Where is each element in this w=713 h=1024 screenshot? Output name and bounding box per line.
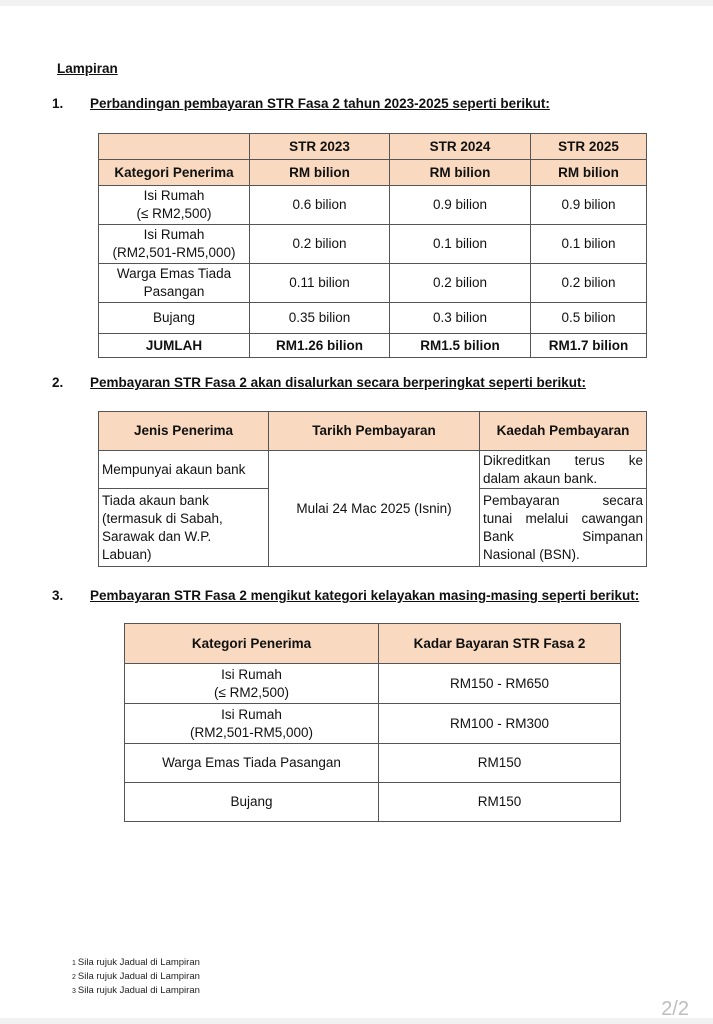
- footnote: 3 Sila rujuk Jadual di Lampiran: [72, 985, 200, 996]
- page-heading: Lampiran: [57, 61, 118, 76]
- category-cell: Bujang: [99, 303, 250, 334]
- category-cell: Warga Emas Tiada Pasangan: [99, 264, 250, 303]
- value-cell: 0.6 bilion: [250, 186, 390, 225]
- value-cell: 0.35 bilion: [250, 303, 390, 334]
- str-comparison-table: [98, 133, 647, 358]
- value-cell: 0.1 bilion: [531, 225, 647, 264]
- value-cell: 0.9 bilion: [390, 186, 531, 225]
- payment-schedule-table: [98, 411, 647, 567]
- table-header-row: [99, 134, 647, 160]
- document-page: [0, 6, 713, 1018]
- rate-header: Kadar Bayaran STR Fasa 2: [379, 624, 621, 664]
- footnote: 1 Sila rujuk Jadual di Lampiran: [72, 957, 200, 968]
- total-value: RM1.7 bilion: [531, 334, 647, 358]
- value-cell: 0.3 bilion: [390, 303, 531, 334]
- value-cell: 0.5 bilion: [531, 303, 647, 334]
- recipient-type-header: Jenis Penerima: [99, 412, 269, 451]
- unit-header: RM bilion: [390, 160, 531, 186]
- payment-method-cell: Dikreditkan terus ke dalam akaun bank.: [480, 451, 647, 489]
- value-cell: 0.2 bilion: [531, 264, 647, 303]
- section-2-title: Pembayaran STR Fasa 2 akan disalurkan secara berperingkat seperti berikut:: [90, 375, 586, 390]
- total-value: RM1.26 bilion: [250, 334, 390, 358]
- table-row: [99, 186, 647, 225]
- category-cell: Isi Rumah (≤ RM2,500): [99, 186, 250, 225]
- table-row: [99, 225, 647, 264]
- category-header: Kategori Penerima: [125, 624, 379, 664]
- payment-method-header: Kaedah Pembayaran: [480, 412, 647, 451]
- table-row: [99, 303, 647, 334]
- year-header: STR 2024: [390, 134, 531, 160]
- value-cell: 0.2 bilion: [250, 225, 390, 264]
- value-cell: 0.11 bilion: [250, 264, 390, 303]
- payment-method-cell: Pembayaran secara tunai melalui cawangan Bank Simpanan Nasional (BSN).: [480, 489, 647, 567]
- category-cell: Bujang: [125, 783, 379, 822]
- payment-date-header: Tarikh Pembayaran: [269, 412, 480, 451]
- category-cell: Isi Rumah (RM2,501-RM5,000): [125, 704, 379, 744]
- total-value: RM1.5 bilion: [390, 334, 531, 358]
- table-header-row: [99, 160, 647, 186]
- payment-rate-table: [124, 623, 621, 822]
- year-header: STR 2023: [250, 134, 390, 160]
- year-header: STR 2025: [531, 134, 647, 160]
- recipient-type-cell: Tiada akaun bank (termasuk di Sabah, Sarawak dan W.P. Labuan): [99, 489, 269, 567]
- table-header-row: [99, 412, 647, 451]
- value-cell: 0.2 bilion: [390, 264, 531, 303]
- category-header: Kategori Penerima: [99, 160, 250, 186]
- section-3-title: Pembayaran STR Fasa 2 mengikut kategori kelayakan masing-masing seperti berikut:: [90, 588, 640, 603]
- footnote: 2 Sila rujuk Jadual di Lampiran: [72, 971, 200, 982]
- category-cell: Isi Rumah (RM2,501-RM5,000): [99, 225, 250, 264]
- category-cell: Warga Emas Tiada Pasangan: [125, 744, 379, 783]
- section-1-number: 1.: [52, 96, 64, 111]
- unit-header: RM bilion: [531, 160, 647, 186]
- value-cell: 0.1 bilion: [390, 225, 531, 264]
- unit-header: RM bilion: [250, 160, 390, 186]
- empty-header-cell: [99, 134, 250, 160]
- table-row: [99, 264, 647, 303]
- total-label: JUMLAH: [99, 334, 250, 358]
- value-cell: 0.9 bilion: [531, 186, 647, 225]
- page-number: 2/2: [661, 998, 689, 1020]
- rate-cell: RM100 - RM300: [379, 704, 621, 744]
- table-header-row: [125, 624, 621, 664]
- table-row: [125, 704, 621, 744]
- rate-cell: RM150 - RM650: [379, 664, 621, 704]
- rate-cell: RM150: [379, 783, 621, 822]
- section-1-title: Perbandingan pembayaran STR Fasa 2 tahun 2023-2025 seperti berikut:: [90, 96, 550, 111]
- table-row: [99, 451, 647, 489]
- payment-date-cell: Mulai 24 Mac 2025 (Isnin): [269, 451, 480, 567]
- table-row: [125, 783, 621, 822]
- category-cell: Isi Rumah (≤ RM2,500): [125, 664, 379, 704]
- table-row: [125, 744, 621, 783]
- recipient-type-cell: Mempunyai akaun bank: [99, 451, 269, 489]
- section-2-number: 2.: [52, 375, 64, 390]
- rate-cell: RM150: [379, 744, 621, 783]
- total-row: [99, 334, 647, 358]
- section-3-number: 3.: [52, 588, 64, 603]
- table-row: [125, 664, 621, 704]
